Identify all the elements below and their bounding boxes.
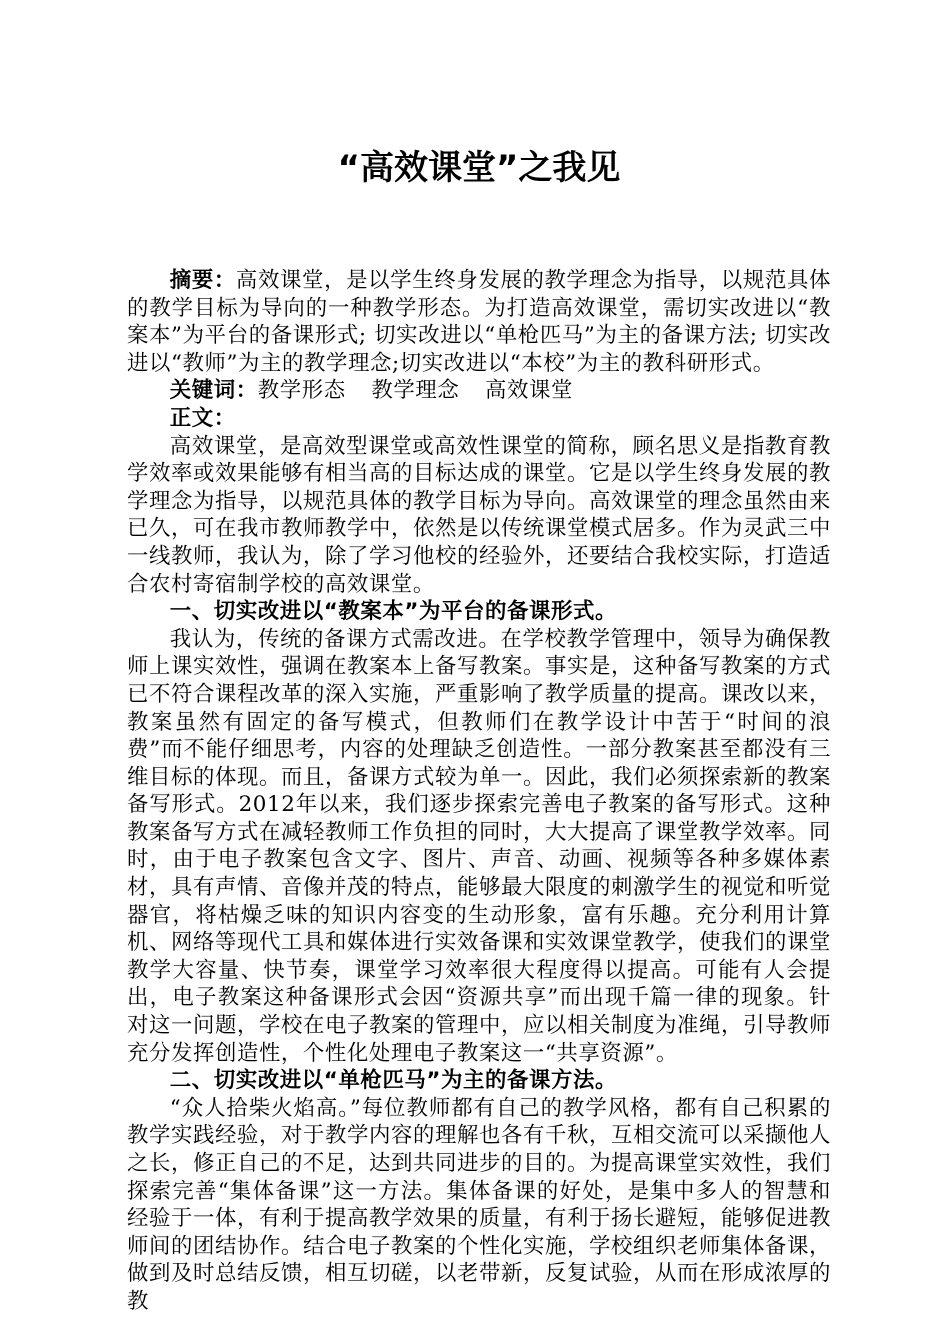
- section-paragraph: “众人拾柴火焰高。”每位教师都有自己的教学风格，都有自己积累的教学实践经验，对于教学内容的理解也各有千秋，互相交流可以采撷他人之长，修正自己的不足，达到共同进步的目的。为提高课堂实效性，我们探索完善“集体备课”这一方法。集体备课的好处，是集中多人的智慧和经验于一体，有利于提高教学效果的质量，有利于扬长避短，能够促进教师间的团结协作。结合电子教案的个性化实施，学校组织老师集体备课，做到及时总结反馈，相互切磋，以老带新，反复试验，从而在形成浓厚的教: [127, 1095, 831, 1314]
- document-title: “高效课堂”之我见: [337, 148, 621, 188]
- abstract-label: 摘要：: [169, 268, 236, 293]
- keyword-item: 教学形态: [257, 378, 346, 404]
- section-heading: 一、切实改进以“教案本”为平台的备课形式。: [169, 599, 617, 625]
- section-heading: 二、切实改进以“单枪匹马”为主的备课方法。: [169, 1068, 617, 1094]
- abstract-paragraph: [127, 267, 831, 377]
- section-paragraph: 我认为，传统的备课方式需改进。在学校教学管理中，领导为确保教师上课实效性，强调在教案本上备写教案。事实是，这种备写教案的方式已不符合课程改革的深入实施，严重影响了教学质量的提高。课改以来，教案虽然有固定的备写模式，但教师们在教学设计中苦于“时间的浪费”而不能仔细思考，内容的处理缺乏创造性。一部分教案甚至都没有三维目标的体现。而且，备课方式较为单一。因此，我们必须探索新的教案备写形式。2012年以来，我们逐步探索完善电子教案的备写形式。这种教案备写方式在减轻教师工作负担的同时，大大提高了课堂教学效率。同时，由于电子教案包含文字、图片、声音、动画、视频等各种多媒体素材，具有声情、音像并茂的特点，能够最大限度的刺激学生的视觉和听觉器官，将枯燥乏味的知识内容变的生动形象，富有乐趣。充分利用计算机、网络等现代工具和媒体进行实效备课和实效课堂教学，使我们的课堂教学大容量、快节奏，课堂学习效率很大程度得以提高。可能有人会提出，电子教案这种备课形式会因“资源共享”而出现千篇一律的现象。针对这一问题，学校在电子教案的管理中，应以相关制度为准绳，引导教师充分发挥创造性，个性化处理电子教案这一“共享资源”。: [127, 626, 831, 1066]
- keywords-label: 关键词：: [169, 378, 258, 404]
- keyword-item: 高效课堂: [485, 378, 574, 404]
- document-body: [127, 267, 831, 1316]
- body-label: 正文：: [169, 405, 236, 431]
- abstract-text: 高效课堂，是以学生终身发展的教学理念为指导，以规范具体的教学目标为导向的一种教学形态。为打造高效课堂，需切实改进以“教案本”为平台的备课形式; 切实改进以“单枪匹马”为主的备课方法; 切实改进以“教师”为主的教学理念;切实改进以“本校”为主的教科研形式。: [127, 268, 831, 376]
- intro-paragraph: 高效课堂，是高效型课堂或高效性课堂的简称，顾名思义是指教育教学效率或效果能够有相当高的目标达成的课堂。它是以学生终身发展的教学理念为指导，以规范具体的教学目标为导向。高效课堂的理念虽然由来已久，可在我市教师教学中，依然是以传统课堂模式居多。作为灵武三中一线教师，我认为，除了学习他校的经验外，还要结合我校实际，打造适合农村寄宿制学校的高效课堂。: [127, 433, 831, 597]
- keywords-paragraph: [127, 377, 831, 405]
- body-label-paragraph: [127, 405, 831, 433]
- keyword-item: 教学理念: [371, 378, 460, 404]
